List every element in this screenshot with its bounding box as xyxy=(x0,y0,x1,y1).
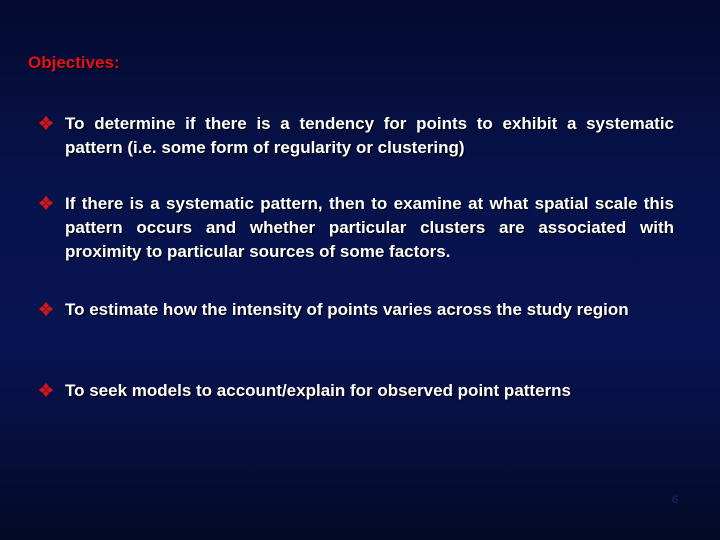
bullet-item xyxy=(38,298,674,322)
slide-title: Objectives: xyxy=(28,53,120,72)
bullet-item xyxy=(38,192,674,264)
bullet-text: To seek models to account/explain for observed point patterns xyxy=(65,381,572,400)
diamond-checkmark-icon xyxy=(38,382,54,398)
diamond-checkmark-icon xyxy=(38,301,54,317)
bullet-item xyxy=(38,112,674,160)
bullet-item xyxy=(38,379,674,403)
bullet-text: To determine if there is a tendency for points to exhibit a systematic pattern (i.e. some form of regularity or clustering) xyxy=(65,114,674,157)
diamond-checkmark-icon xyxy=(38,115,54,131)
diamond-checkmark-icon xyxy=(38,195,54,211)
page-number: 6 xyxy=(671,494,678,506)
bullet-text: To estimate how the intensity of points varies across the study region xyxy=(65,300,629,319)
bullet-text: If there is a systematic pattern, then to examine at what spatial scale this pattern occurs and whether particular clusters are associated with proximity to particular sources of some factors. xyxy=(65,194,674,261)
